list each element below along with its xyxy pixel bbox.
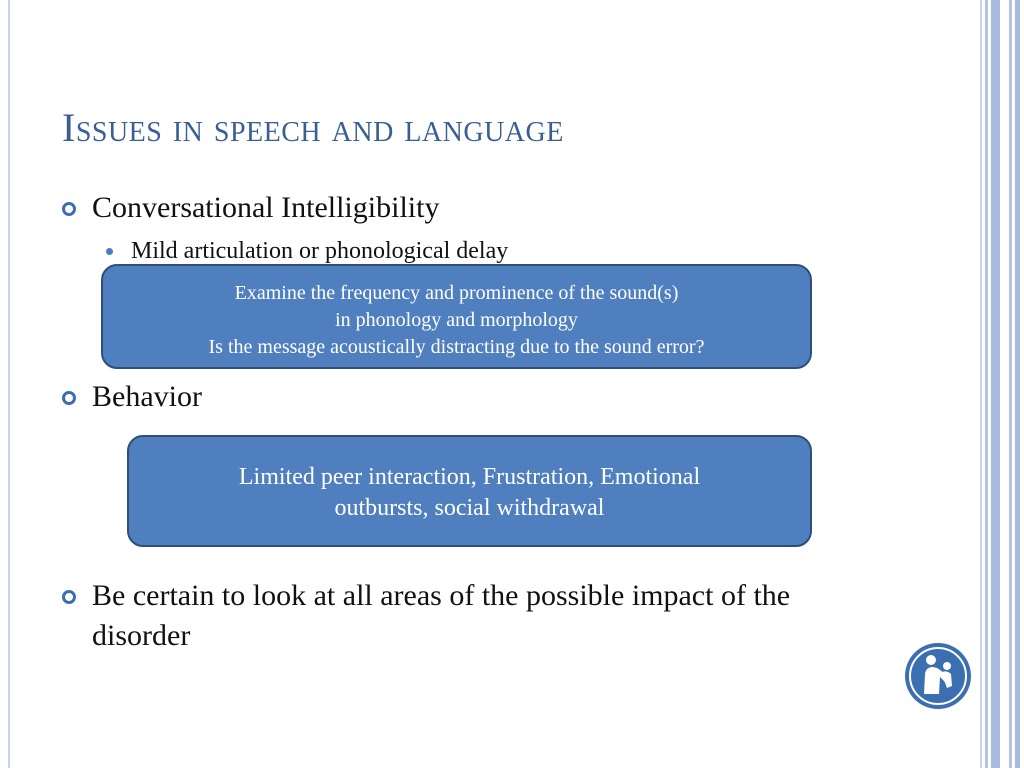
bullet-text: Behavior [92, 380, 202, 413]
bullet-look-at-all-areas [62, 576, 822, 656]
bullet-dot-icon [106, 248, 113, 255]
sub-bullet-text: Mild articulation or phonological delay [131, 238, 509, 264]
bullet-ring-icon [62, 202, 76, 216]
slide-title: Issues in speech and language [62, 105, 564, 150]
parent-child-icon [904, 642, 972, 710]
bullet-conversational-intelligibility [62, 188, 439, 228]
bullet-ring-icon [62, 391, 76, 405]
right-stripes-decoration [976, 0, 1024, 768]
left-border-line [8, 0, 10, 768]
callout-intelligibility [101, 264, 812, 369]
callout-line: Limited peer interaction, Frustration, Emotional [238, 464, 701, 490]
callout-line: Examine the frequency and prominence of the sound(s) [234, 282, 679, 304]
bullet-text: Be certain to look at all areas of the possible impact of the disorder [92, 579, 791, 652]
callout-line: in phonology and morphology [335, 309, 578, 331]
bullet-text: Conversational Intelligibility [92, 191, 440, 224]
bullet-ring-icon [62, 590, 76, 604]
callout-behavior [127, 435, 812, 547]
callout-line: outbursts, social withdrawal [334, 495, 605, 521]
bullet-behavior [62, 377, 202, 417]
sub-bullet-mild-articulation [106, 236, 508, 266]
callout-line: Is the message acoustically distracting due to the sound error? [208, 336, 705, 358]
